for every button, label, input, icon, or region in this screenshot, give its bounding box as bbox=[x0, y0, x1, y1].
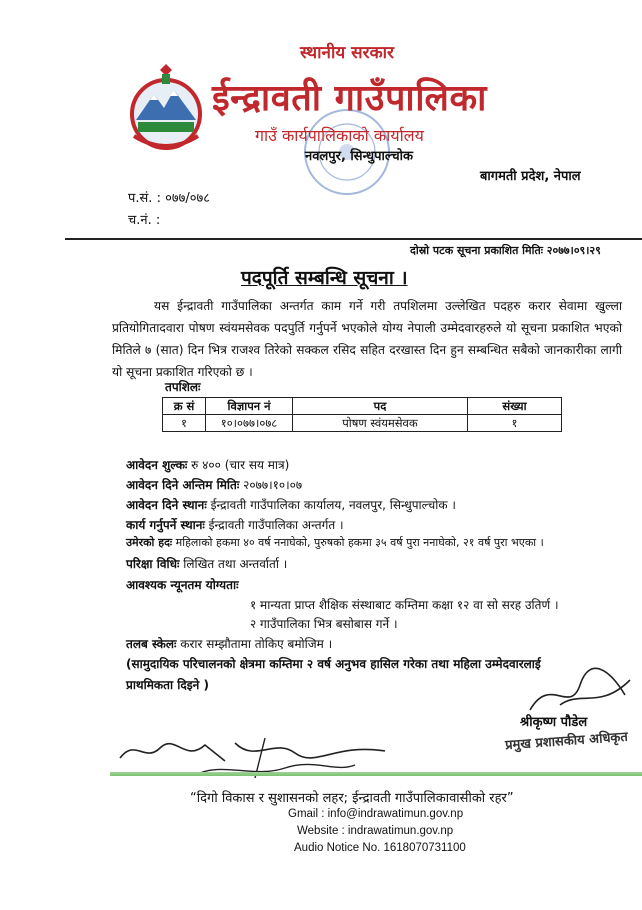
office-address: नवलपुर, सिन्धुपाल्चोक bbox=[305, 149, 414, 164]
municipality-name: ईन्द्रावती गाउँपालिका bbox=[212, 78, 487, 119]
col-serial: क्र सं bbox=[163, 398, 206, 415]
municipality-logo bbox=[120, 64, 212, 156]
qualification-item: २ गाउँपालिका भित्र बसोबास गर्ने । bbox=[250, 617, 398, 631]
republish-date: दोस्रो पटक सूचना प्रकाशित मितिः २०७७।०९।२९ bbox=[410, 244, 601, 257]
field-work-location bbox=[126, 516, 344, 533]
field-salary-scale bbox=[126, 635, 332, 652]
notice-body: यस ईन्द्रावती गाउँपालिका अन्तर्गत काम गर्ने गरी तपशिलमा उल्लेखित पदहरु करार सेवामा खुल्ला प्रतियोगितादवारा पोषण स्वंयमसेवक पदपुर्ति गर्नुपर्ने भएकोले योग्य नेपाली उम्मेदवारहरुले यो सूचना प्रकाशित भएको मितिले ७ (सात) दिन भित्र राजश्व तिरेको सक्कल रसिद सहित दरखास्त दिन हुन सम्बन्धित सबैको जानकारीका लागी यो सूचना प्रकाशित गरिएको छ । bbox=[112, 299, 622, 379]
office-name: गाउँ कार्यपालिकाको कार्यालय bbox=[255, 126, 424, 145]
col-post: पद bbox=[293, 398, 468, 415]
posts-table bbox=[162, 397, 562, 432]
field-last-date bbox=[126, 476, 302, 493]
qualification-item: १ मान्यता प्राप्त शैक्षिक संस्थाबाट कम्तिमा कक्षा १२ वा सो सरह उतिर्ण । bbox=[250, 598, 559, 612]
cell-post: पोषण स्वंयमसेवक bbox=[293, 415, 468, 432]
field-value: रु ४०० (चार सय मात्र) bbox=[187, 458, 290, 472]
footer-divider bbox=[110, 772, 642, 776]
cell-serial: १ bbox=[163, 415, 206, 432]
field-label: तलब स्केलः bbox=[126, 637, 177, 651]
footer-audio-notice: Audio Notice No. 1618070731100 bbox=[294, 842, 466, 854]
field-label: आवेदन शुल्कः bbox=[126, 458, 188, 472]
footer-website[interactable]: Website : indrawatimun.gov.np bbox=[297, 825, 454, 837]
cell-count: १ bbox=[468, 415, 562, 432]
field-value: करार सम्झौतामा तोकिए बमोजिम । bbox=[176, 637, 333, 651]
col-count: संख्या bbox=[468, 398, 562, 415]
dispatch-number: च.नं. : bbox=[128, 213, 161, 228]
field-label: उमेरको हदः bbox=[126, 536, 173, 549]
province-name: बागमती प्रदेश, नेपाल bbox=[480, 169, 581, 184]
priority-note: (सामुदायिक परिचालनको क्षेत्रमा कम्तिमा २ वर्ष अनुभव हासिल गरेका तथा महिला उम्मेदवारलाई प्राथमिकता दिइने ) bbox=[126, 657, 541, 692]
field-age-limit bbox=[126, 535, 544, 550]
signatory-name: श्रीकृष्ण पौडेल bbox=[520, 715, 588, 730]
footer-motto: “दिगो विकास र सुशासनको लहर; ईन्द्रावती गाउँपालिकावासीको रहर” bbox=[190, 791, 514, 806]
field-value: महिलाको हकमा ४० वर्ष ननाघेको, पुरुषको हकमा ३५ वर्ष पुरा ननाघेको, २१ वर्ष पुरा भएका । bbox=[172, 536, 544, 549]
signatory-title: प्रमुख प्रशासकीय अधिकृत bbox=[504, 729, 629, 754]
field-apply-location bbox=[126, 496, 456, 513]
field-label: परिक्षा विधिः bbox=[126, 557, 180, 571]
header-divider bbox=[65, 238, 642, 240]
field-value: ईन्द्रावती गाउँपालिका कार्यालय, नवलपुर, सिन्धुपाल्चोक । bbox=[206, 498, 456, 512]
col-advert-no: विज्ञापन नं bbox=[206, 398, 293, 415]
cell-advert-no: १०।०७७।०७८ bbox=[206, 415, 293, 432]
field-value: ईन्द्रावती गाउँपालिका अन्तर्गत । bbox=[204, 518, 344, 532]
field-exam-method bbox=[126, 555, 287, 572]
reference-number: प.सं. : ०७७/०७८ bbox=[128, 191, 211, 206]
field-value: २०७७।१०।०७ bbox=[239, 478, 303, 492]
field-label: आवश्यक न्यूनतम योग्यताः bbox=[126, 578, 239, 592]
field-value: लिखित तथा अन्तर्वार्ता । bbox=[179, 557, 288, 571]
field-label: कार्य गर्नुपर्ने स्थानः bbox=[126, 518, 205, 532]
table-row bbox=[163, 415, 562, 432]
field-label: आवेदन दिने स्थानः bbox=[126, 498, 207, 512]
footer-gmail[interactable]: Gmail : info@indrawatimun.gov.np bbox=[288, 808, 464, 820]
table-header-row bbox=[163, 398, 562, 415]
field-application-fee bbox=[126, 456, 289, 473]
field-min-qualification bbox=[126, 576, 239, 593]
field-label: आवेदन दिने अन्तिम मितिः bbox=[126, 478, 240, 492]
table-label: तपशिलः bbox=[165, 380, 201, 394]
local-government-heading: स्थानीय सरकार bbox=[300, 43, 395, 63]
notice-title: पदपूर्ति सम्बन्धि सूचना । bbox=[241, 267, 408, 289]
